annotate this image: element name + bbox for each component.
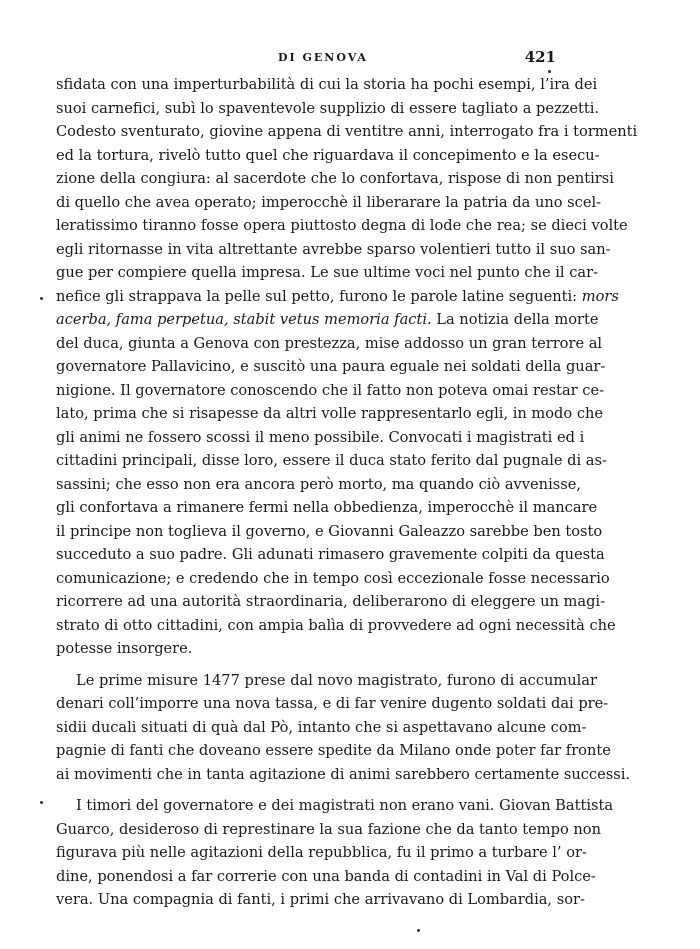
print-speck: [40, 801, 43, 804]
body-text: [56, 73, 638, 912]
text-line: ed la tortura, rivelò tutto quel che riguardava il concepimento e la esecu-: [56, 146, 600, 164]
text-line: Le prime misure 1477 prese dal novo magistrato, furono di accumular: [76, 671, 597, 689]
text-line: vera. Una compagnia di fanti, i primi che arrivavano di Lombardia, sor-: [56, 891, 585, 908]
text-line: egli ritornasse in vita altrettante avrebbe sparso volentieri tutto il suo san-: [56, 240, 611, 258]
latin-quote: acerba, fama perpetua, stabit vetus memoria facti.: [56, 311, 432, 328]
text-line: gue per compiere quella impresa. Le sue ultime voci nel punto che il car-: [56, 264, 599, 281]
running-head: DI GENOVA: [278, 51, 368, 64]
text-line: sidii ducali situati di quà dal Pò, intanto che si aspettavano alcune com-: [56, 718, 587, 736]
text-line: suoi carnefici, subì lo spaventevole supplizio di essere tagliato a pezzetti.: [56, 99, 600, 117]
text-line: cittadini principali, disse loro, essere il duca stato ferito dal pugnale di as-: [56, 452, 607, 469]
paragraph-1: [56, 73, 638, 661]
text-line: dine, ponendosi a far correrie con una banda di contadini in Val di Polce-: [56, 867, 596, 885]
text-fragment: nefice gli strappava la pelle sul petto, furono le parole latine seguenti:: [56, 287, 578, 305]
text-line: ricorrere ad una autorità straordinaria, deliberarono di eleggere un magi-: [56, 593, 606, 610]
text-line: nigione. Il governatore conoscendo che il fatto non poteva omai restar ce-: [56, 381, 605, 399]
text-line: di quello che avea operato; imperocchè il liberarare la patria da uno scel-: [56, 193, 602, 211]
text-line: sassini; che esso non era ancora però morto, ma quando ciò avvenisse,: [56, 475, 582, 493]
text-line: leratissimo tiranno fosse opera piuttosto degna di lode che rea; se dieci volte: [56, 217, 628, 234]
text-line: pagnie di fanti che doveano essere spedite da Milano onde poter far fronte: [56, 742, 611, 759]
text-line: succeduto a suo padre. Gli adunati rimasero gravemente colpiti da questa: [56, 546, 605, 563]
text-line: gli animi ne fossero scossi il meno possibile. Convocati i magistrati ed i: [56, 428, 585, 446]
text-line: Guarco, desideroso di represtinare la sua fazione che da tanto tempo non: [56, 820, 601, 838]
text-line: gli confortava a rimanere fermi nella obbedienza, imperocchè il mancare: [56, 499, 598, 516]
page-number: 421: [524, 48, 556, 66]
print-speck: [417, 929, 420, 932]
text-line: sfidata con una imperturbabilità di cui la storia ha pochi esempi, l’ira dei: [56, 76, 598, 93]
text-line: governatore Pallavicino, e suscitò una paura eguale nei soldati della guar-: [56, 358, 606, 375]
text-line: strato di otto cittadini, con ampia balìa di provvedere ad ogni necessità che: [56, 616, 616, 634]
text-line: zione della congiura: al sacerdote che lo confortava, rispose di non pentirsi: [56, 170, 614, 187]
text-line: Codesto sventurato, giovine appena di ventitre anni, interrogato fra i tormenti: [56, 123, 638, 140]
text-line: del duca, giunta a Genova con prestezza, mise addosso un gran terrore al: [56, 334, 603, 352]
text-line: I timori del governatore e dei magistrati non erano vani. Giovan Battista: [76, 797, 614, 814]
text-line-with-latin: [56, 308, 599, 332]
print-speck: [548, 70, 551, 73]
text-line: comunicazione; e credendo che in tempo così eccezionale fosse necessario: [56, 569, 610, 587]
text-line: lato, prima che si risapesse da altri volle rappresentarlo egli, in modo che: [56, 405, 604, 422]
page-header: [56, 45, 556, 75]
text-line-with-latin: [56, 285, 619, 309]
paragraph-3: [56, 794, 614, 912]
text-line: ai movimenti che in tanta agitazione di animi sarebbero certamente successi.: [56, 765, 631, 783]
text-line: denari coll’imporre una nova tassa, e di far venire dugento soldati dai pre-: [56, 695, 609, 712]
print-speck: [40, 297, 43, 300]
text-line: il principe non toglieva il governo, e Giovanni Galeazzo sarebbe ben tosto: [56, 522, 603, 540]
latin-quote: mors: [581, 287, 619, 305]
text-line: figurava più nelle agitazioni della repubblica, fu il primo a turbare l’ or-: [56, 844, 587, 861]
text-line: potesse insorgere.: [56, 640, 193, 657]
text-fragment: La notizia della morte: [436, 311, 599, 328]
paragraph-2: [56, 669, 631, 787]
